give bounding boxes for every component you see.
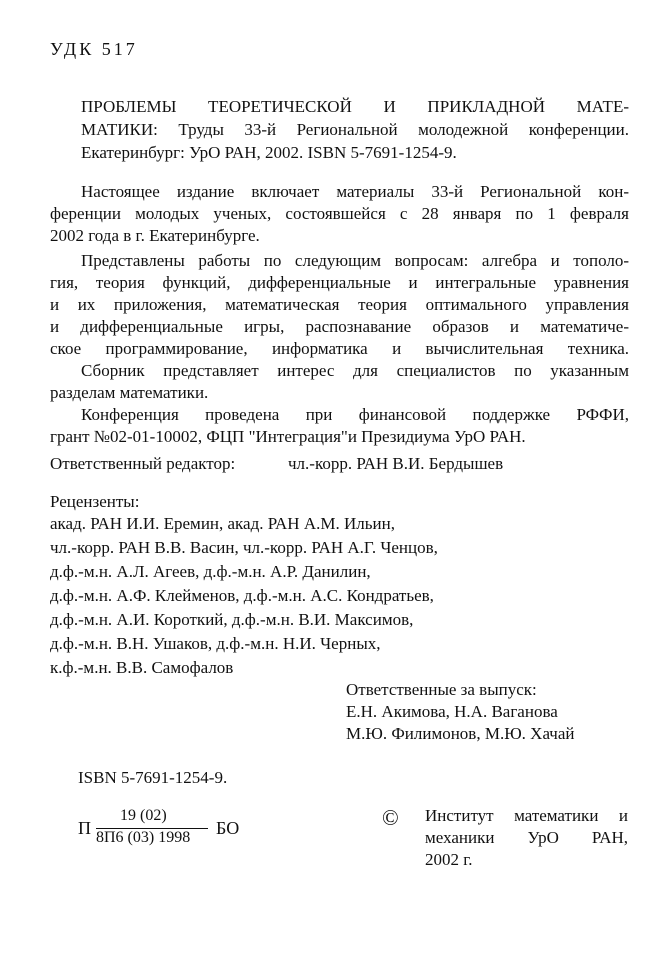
paragraph2-line-2: гия, теория функций, дифференциальные и интегральные уравнения [50, 273, 629, 292]
paragraph1-line-2: ференции молодых ученых, состоявшейся с 28 января по 1 февраля [50, 204, 629, 223]
release-line-2: М.Ю. Филимонов, М.Ю. Хачай [346, 724, 575, 743]
paragraph4-line-1: Конференция проведена при финансовой поддержке РФФИ, [81, 405, 629, 424]
catalog-fraction [78, 807, 258, 851]
paragraph3-line-2: разделам математики. [50, 383, 209, 402]
paragraph1-line-1: Настоящее издание включает материалы 33-й Региональной кон- [81, 182, 629, 201]
title-line-3: Екатеринбург: УрО РАН, 2002. ISBN 5-7691-1254-9. [81, 143, 457, 162]
reviewer-line-7: к.ф.-м.н. В.В. Самофалов [50, 658, 234, 677]
title-line-1: ПРОБЛЕМЫ ТЕОРЕТИЧЕСКОЙ И ПРИКЛАДНОЙ МАТЕ- [81, 97, 629, 116]
fraction-prefix: П [78, 818, 91, 838]
fraction-numerator: 19 (02) [120, 807, 167, 824]
editor-name: чл.-корр. РАН В.И. Бердышев [288, 454, 504, 473]
paragraph2-line-3: и их приложения, математическая теория оптимального управления [50, 295, 629, 314]
release-label: Ответственные за выпуск: [346, 680, 537, 699]
paragraph2-line-1: Представлены работы по следующим вопросам: алгебра и тополо- [81, 251, 629, 270]
title-line-2: МАТИКИ: Труды 33-й Региональной молодежной конференции. [81, 120, 629, 139]
institute-line-2: механики УрО РАН, [425, 828, 628, 847]
fraction-denominator: 8П6 (03) 1998 [96, 829, 191, 846]
paragraph1-line-3: 2002 года в г. Екатеринбурге. [50, 226, 260, 245]
fraction-suffix: БО [216, 818, 240, 838]
editor-label: Ответственный редактор: [50, 454, 236, 473]
isbn: ISBN 5-7691-1254-9. [78, 768, 228, 787]
reviewer-line-6: д.ф.-м.н. В.Н. Ушаков, д.ф.-м.н. Н.И. Черных, [50, 634, 381, 653]
reviewer-line-5: д.ф.-м.н. А.И. Короткий, д.ф.-м.н. В.И. Максимов, [50, 610, 414, 629]
udk-code: УДК 517 [50, 39, 138, 59]
reviewers-label: Рецензенты: [50, 492, 140, 511]
reviewer-line-3: д.ф.-м.н. А.Л. Агеев, д.ф.-м.н. А.Р. Данилин, [50, 562, 371, 581]
release-line-1: Е.Н. Акимова, Н.А. Ваганова [346, 702, 558, 721]
paragraph3-line-1: Сборник представляет интерес для специалистов по указанным [81, 361, 629, 380]
institute-line-3: 2002 г. [425, 850, 473, 869]
copyright-icon: © [382, 805, 399, 830]
institute-line-1: Институт математики и [425, 806, 628, 825]
reviewer-line-1: акад. РАН И.И. Еремин, акад. РАН А.М. Ильин, [50, 514, 395, 533]
paragraph4-line-2: грант №02-01-10002, ФЦП "Интеграция"и Президиума УрО РАН. [50, 427, 526, 446]
paragraph2-line-5: ское программирование, информатика и вычислительная техника. [50, 339, 629, 358]
paragraph2-line-4: и дифференциальные игры, распознавание образов и математиче- [50, 317, 629, 336]
reviewer-line-2: чл.-корр. РАН В.В. Васин, чл.-корр. РАН А.Г. Ченцов, [50, 538, 438, 557]
reviewer-line-4: д.ф.-м.н. А.Ф. Клейменов, д.ф.-м.н. А.С. Кондратьев, [50, 586, 434, 605]
